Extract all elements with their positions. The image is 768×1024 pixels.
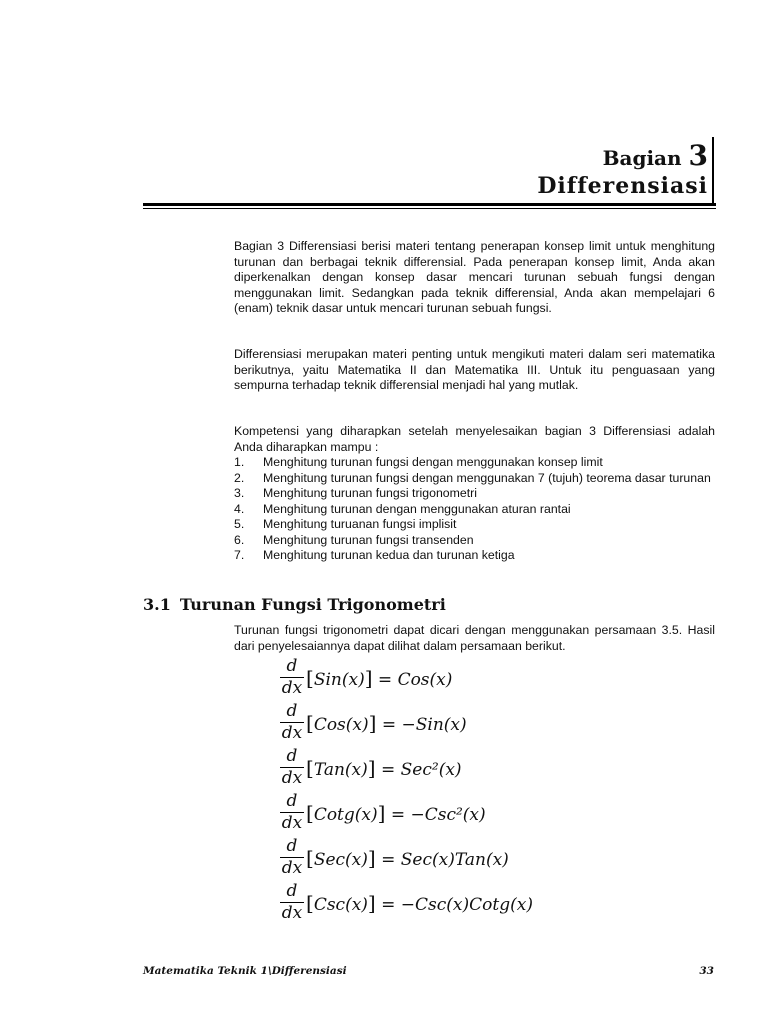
formula-result: = −Sin(x) [381,715,467,735]
fraction-numerator: d [286,791,298,811]
intro-paragraph-1 [234,239,715,317]
formula-sec [280,836,580,880]
formula-argument: Cos(x) [313,715,369,735]
formula-argument: Tan(x) [313,760,368,780]
formula-expression: [Cotg(x)] = −Csc²(x) [306,801,486,825]
competency-list [234,455,715,564]
competency-intro: Kompetensi yang diharapkan setelah menyelesaikan bagian 3 Differensiasi adalah Anda diharapkan mampu : [234,424,715,454]
section-paragraph [234,623,715,654]
formula-csc [280,881,580,925]
list-item-text: Menghitung turunan fungsi dengan menggunakan konsep limit [263,455,603,469]
formula-result: = Sec²(x) [381,760,462,780]
derivative-operator [280,791,304,833]
formula-expression: [Cos(x)] = −Sin(x) [306,711,467,735]
chapter-vertical-rule [712,137,714,203]
fraction-denominator: dx [281,723,303,743]
formula-expression: [Sec(x)] = Sec(x)Tan(x) [306,846,509,870]
chapter-number: 3 [688,139,708,172]
fraction-denominator: dx [281,903,303,923]
list-item-number: 6. [234,532,245,547]
intro-paragraph-1-text: Bagian 3 Differensiasi berisi materi tentang penerapan konsep limit untuk menghitung turunan dan berbagai teknik differensial. Pada penerapan konsep limit, Anda akan diperkenalkan dengan konsep dasar mencari turunan sebuah fungsi dengan menggunakan limit. Sedangkan pada teknik differensial, Anda akan mempelajari 6 (enam) teknik dasar untuk mencari turunan sebuah fungsi. [234,239,715,315]
derivative-operator [280,656,304,698]
header-rule-thin [143,208,716,209]
list-item [234,502,715,518]
formula-result: = Cos(x) [377,670,453,690]
list-item-text: Menghitung turunan fungsi transenden [263,532,474,547]
formula-expression: [Tan(x)] = Sec²(x) [306,756,462,780]
fraction-numerator: d [286,701,298,721]
section-paragraph-text: Turunan fungsi trigonometri dapat dicari dengan menggunakan persamaan 3.5. Hasil dari penyelesaiannya dapat dilihat dalam persamaan berikut. [234,623,715,653]
header-rule-thick [143,203,716,206]
list-item-text: Menghitung turuanan fungsi implisit [263,517,457,531]
fraction-numerator: d [286,656,298,676]
list-item [234,517,715,533]
formula-argument: Cotg(x) [313,805,378,825]
list-item-number: 5. [234,517,245,531]
fraction-denominator: dx [281,813,303,833]
derivative-operator [280,881,304,923]
list-item [234,548,715,564]
list-item-text: Menghitung turunan dengan menggunakan aturan rantai [263,501,571,516]
formula-cotg [280,791,580,835]
fraction-numerator: d [286,836,298,856]
formula-result: = −Csc²(x) [390,805,486,825]
list-item-number: 3. [234,486,245,500]
formula-result: = −Csc(x)Cotg(x) [381,895,533,915]
list-item-number: 1. [234,455,245,469]
list-item [234,471,715,487]
chapter-label-word: Bagian [602,146,682,170]
chapter-title: Differensiasi [537,173,708,199]
list-item [234,486,715,502]
fraction-numerator: d [286,746,298,766]
intro-paragraph-2 [234,347,715,394]
formula-tan [280,746,580,790]
derivative-operator [280,746,304,788]
competency-block [234,424,715,564]
footer-title: Matematika Teknik 1\Differensiasi [143,965,347,977]
list-item-number: 4. [234,501,245,516]
list-item [234,533,715,549]
formula-expression: [Csc(x)] = −Csc(x)Cotg(x) [306,891,533,915]
list-item-text: Menghitung turunan kedua dan turunan ketiga [263,548,515,562]
list-item-number: 2. [234,470,245,485]
fraction-denominator: dx [281,768,303,788]
derivative-operator [280,836,304,878]
intro-paragraph-2-text: Differensiasi merupakan materi penting untuk mengikuti materi dalam seri matematika berikutnya, yaitu Matematika II dan Matematika III. Untuk itu penguasaan yang sempurna terhadap teknik differensial menjadi hal yang mutlak. [234,347,715,392]
list-item-text: Menghitung turunan fungsi dengan menggunakan 7 (tujuh) teorema dasar turunan [263,470,711,485]
section-heading [143,595,446,614]
derivative-operator [280,701,304,743]
formula-cos [280,701,580,745]
fraction-denominator: dx [281,678,303,698]
formula-expression: [Sin(x)] = Cos(x) [306,666,453,690]
section-title: Turunan Fungsi Trigonometri [179,595,446,614]
formula-argument: Sec(x) [313,850,368,870]
list-item [234,455,715,471]
list-item-number: 7. [234,548,245,562]
fraction-denominator: dx [281,858,303,878]
page-number: 33 [699,965,714,977]
formula-result: = Sec(x)Tan(x) [381,850,509,870]
section-number: 3.1 [143,595,171,614]
chapter-header [454,137,714,203]
formula-argument: Csc(x) [313,895,368,915]
fraction-numerator: d [286,881,298,901]
list-item-text: Menghitung turunan fungsi trigonometri [263,486,477,500]
formula-argument: Sin(x) [313,670,365,690]
chapter-label [603,139,708,172]
formula-sin [280,656,580,700]
